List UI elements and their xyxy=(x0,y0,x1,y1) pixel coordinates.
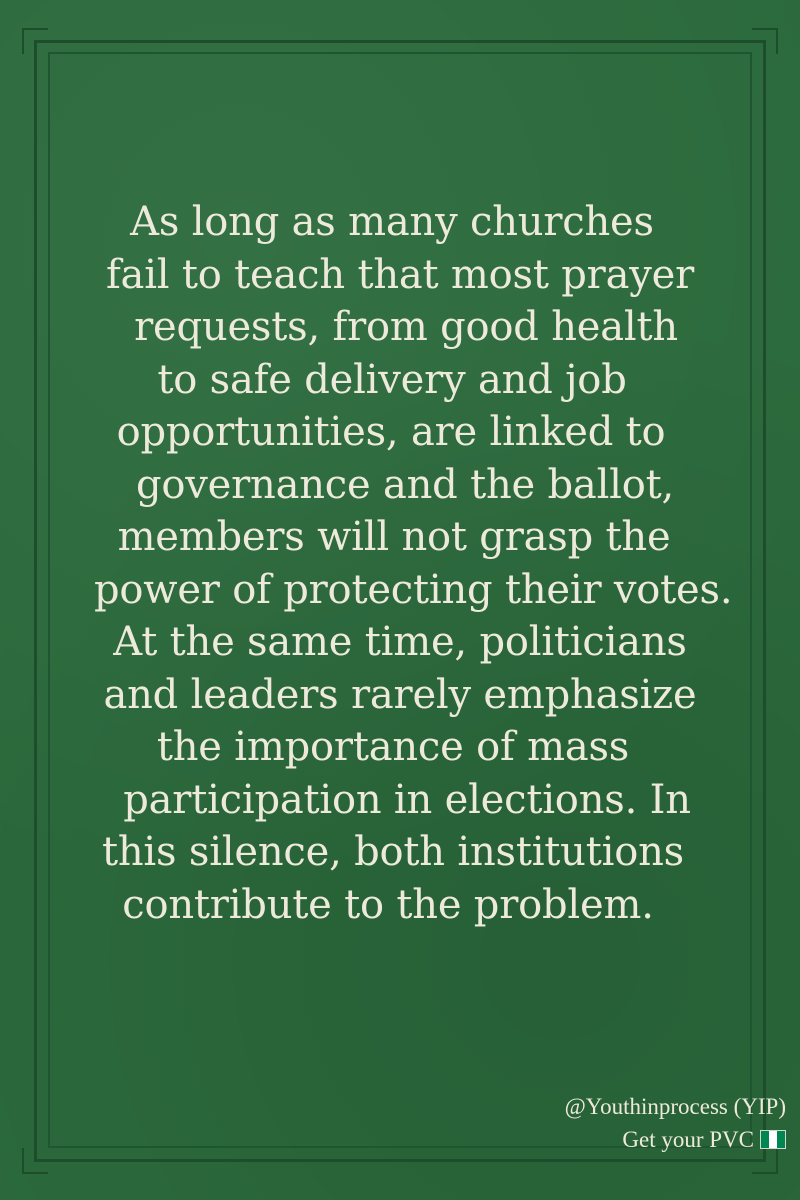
quote-line: opportunities, are linked to xyxy=(116,409,666,455)
quote-line: power of protecting their votes. xyxy=(94,566,733,613)
quote-line: this silence, both institutions xyxy=(102,829,684,875)
credit-cta: Get your PVC xyxy=(622,1127,754,1152)
quote-line: the importance of mass xyxy=(156,724,630,770)
quote-line: participation in elections. In xyxy=(123,776,691,823)
quote-line: to safe delivery and job xyxy=(157,356,627,403)
quote-line: and leaders rarely emphasize xyxy=(103,671,697,718)
nigeria-flag-icon xyxy=(760,1130,786,1149)
corner-ornament-bottom-left xyxy=(22,1148,48,1174)
credit-block xyxy=(565,1090,786,1156)
quote-line: requests, from good health xyxy=(134,304,678,350)
corner-ornament-top-right xyxy=(752,28,778,54)
quote-line: fail to teach that most prayer xyxy=(105,251,695,298)
credit-handle: @Youthinprocess (YIP) xyxy=(564,1094,786,1119)
credit-cta-row xyxy=(565,1123,786,1156)
quote-line: contribute to the problem. xyxy=(122,881,654,928)
quote-line: members will not grasp the xyxy=(117,514,671,560)
quote-line: As long as many churches xyxy=(130,199,654,245)
corner-ornament-top-left xyxy=(22,28,48,54)
quote-line: governance and the ballot, xyxy=(135,461,675,508)
quote-line: At the same time, politicians xyxy=(113,619,687,665)
quote-text xyxy=(70,196,733,931)
